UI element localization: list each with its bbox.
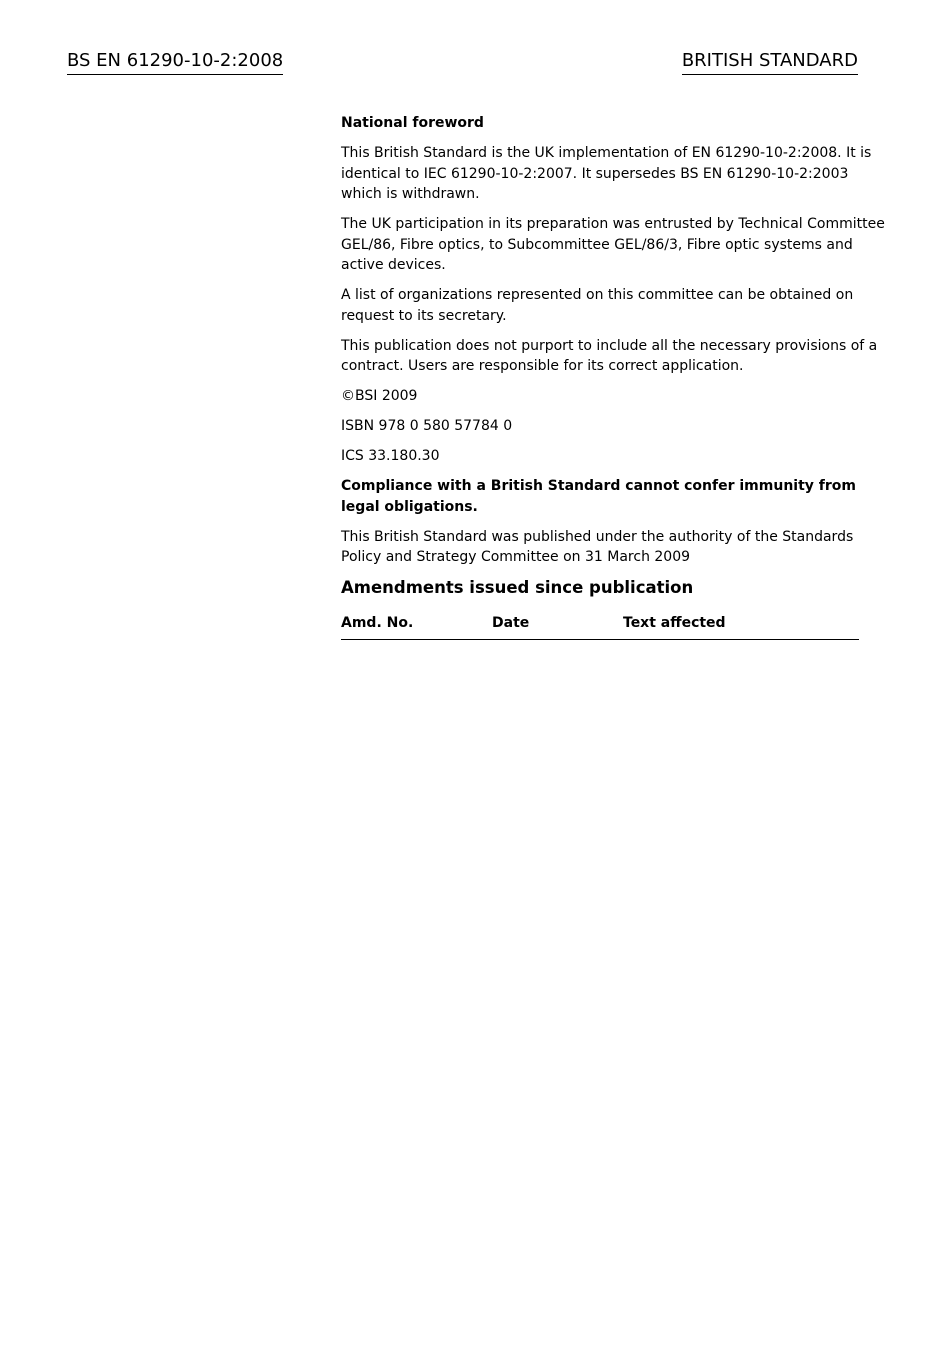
column-text-affected: Text affected [623,615,726,631]
text-line: This British Standard is the UK implementation of EN 61290-10-2:2008. It is [341,145,872,161]
isbn-number: ISBN 978 0 580 57784 0 [341,418,513,434]
text-line: Policy and Strategy Committee on 31 March 2009 [341,549,691,565]
text-line: This publication does not purport to include all the necessary provisions of a [341,337,878,354]
paragraph-provisions [341,336,901,377]
text-line: contract. Users are responsible for its correct application. [341,358,744,374]
national-foreword [341,113,901,640]
ics-number: ICS 33.180.30 [341,448,440,464]
amendments-table-header [341,613,859,640]
text-line: which is withdrawn. [341,186,480,202]
compliance-notice [341,476,901,517]
text-line: A list of organizations represented on this committee can be obtained on [341,287,854,303]
copyright-notice: ©BSI 2009 [341,388,418,404]
text-line: This British Standard was published under the authority of the Standards [341,528,854,545]
document-number: BS EN 61290-10-2:2008 [67,49,283,75]
paragraph-participation [341,214,901,276]
amendments-title: Amendments issued since publication [341,578,694,597]
publication-authority [341,527,901,568]
column-date: Date [492,615,530,631]
foreword-title: National foreword [341,115,484,131]
paragraph-organizations [341,285,901,326]
text-line: The UK participation in its preparation was entrusted by Technical Committee [341,216,885,232]
text-line: GEL/86, Fibre optics, to Subcommittee GEL/86/3, Fibre optic systems and [341,236,853,253]
paragraph-implementation [341,143,901,205]
standard-label: BRITISH STANDARD [682,49,858,75]
text-line: Compliance with a British Standard cannot confer immunity from [341,478,856,494]
column-amd-no: Amd. No. [341,615,414,631]
text-line: legal obligations. [341,498,478,515]
text-line: active devices. [341,257,446,273]
text-line: request to its secretary. [341,307,507,324]
text-line: identical to IEC 61290-10-2:2007. It supersedes BS EN 61290-10-2:2003 [341,165,849,182]
